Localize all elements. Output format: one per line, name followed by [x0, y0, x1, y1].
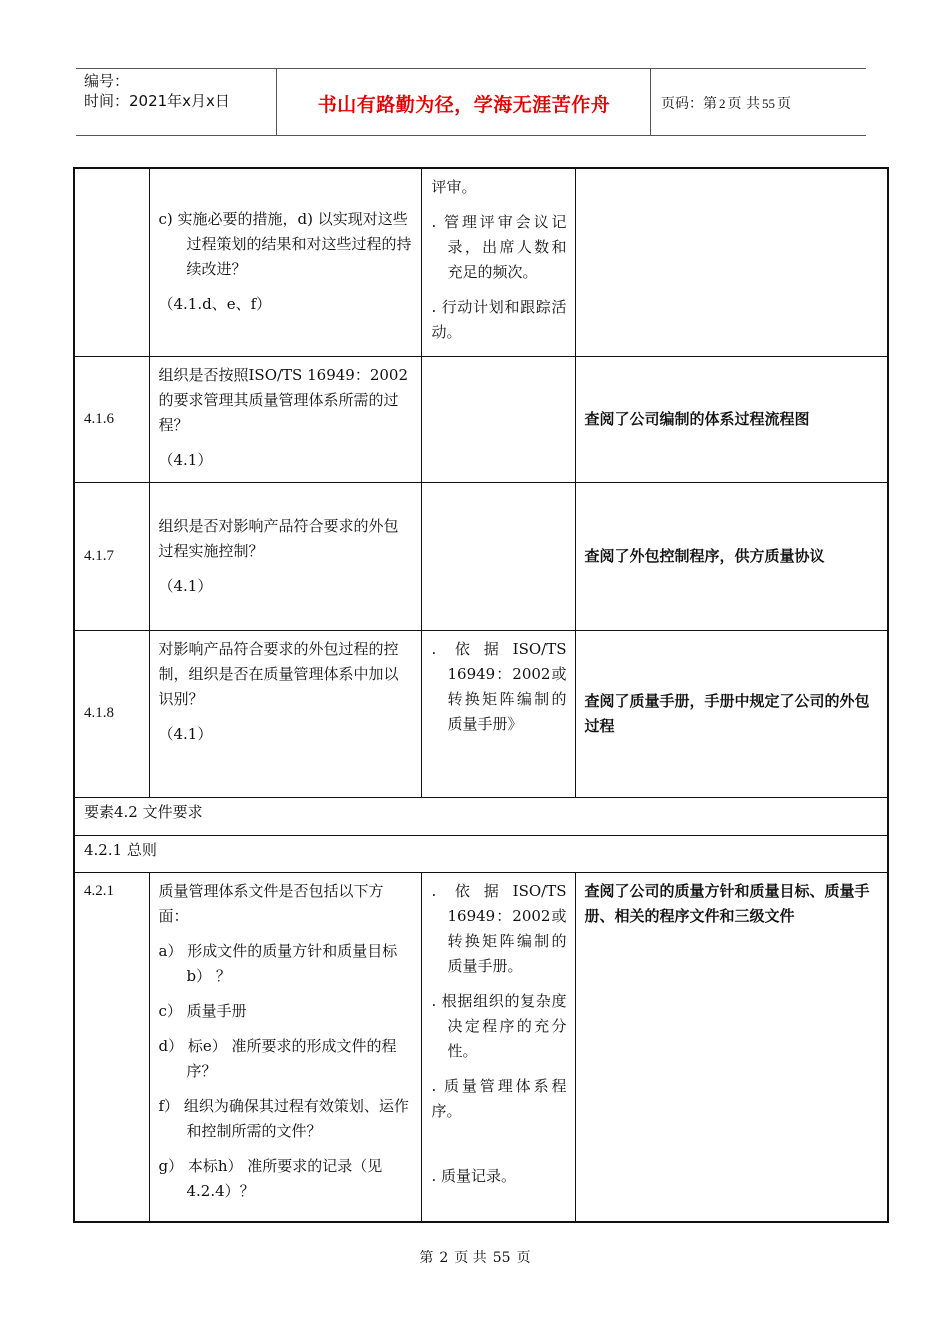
guidance-line: . 管理评审会议记录，出席人数和充足的频次。 — [431, 213, 567, 281]
question-ref: （4.1） — [158, 576, 213, 595]
question-ref: （4.1.d、e、f） — [158, 295, 272, 314]
finding-cell: 查阅了公司的质量方针和质量目标、质量手册、相关的程序文件和三级文件 — [575, 872, 888, 1222]
clause-id — [74, 168, 149, 356]
question-item: f） 组织为确保其过程有效策划、运作和控制所需的文件？ — [158, 1096, 409, 1140]
time-label: 时间：2021年x月x日 — [84, 92, 230, 110]
guidance-line: . 行动计划和跟踪活动。 — [431, 298, 567, 341]
question-cell — [149, 630, 421, 797]
guidance-line: . 依据ISO/TS 16949：2002或转换矩阵编制的质量手册》 — [431, 639, 567, 733]
footer-suffix: 页 — [516, 1250, 531, 1266]
guidance-cell — [421, 872, 575, 1222]
clause-id: 4.1.8 — [74, 630, 149, 797]
header-meta — [84, 71, 230, 111]
question-item: c) 实施必要的措施，d) 以实现对这些过程策划的结果和对这些过程的持续改进？ — [158, 210, 412, 279]
table-row — [74, 482, 888, 630]
question-ref: （4.1） — [158, 450, 213, 469]
finding-cell: 查阅了公司编制的体系过程流程图 — [575, 356, 888, 482]
question-cell — [149, 168, 421, 356]
header-motto: 书山有路勤为径，学海无涯苦作舟 — [317, 94, 611, 116]
page-prefix: 页码：第 — [661, 96, 717, 112]
finding-cell — [575, 168, 888, 356]
question-ref: （4.1） — [158, 724, 213, 743]
guidance-line: . 质量记录。 — [431, 1166, 517, 1185]
footer-prefix: 第 — [419, 1250, 434, 1266]
table-row — [74, 168, 888, 356]
section-heading: 4.2.1 总则 — [74, 835, 888, 872]
number-label: 编号： — [84, 72, 130, 90]
header-bottom-rule — [76, 135, 866, 136]
question-item: d） 标e） 准所要求的形成文件的程序？ — [158, 1036, 397, 1080]
page-mid: 页 共 — [727, 96, 760, 112]
section-row — [74, 835, 888, 872]
section-heading: 要素4.2 文件要求 — [74, 797, 888, 835]
question-item: c） 质量手册 — [158, 1001, 247, 1020]
table-row — [74, 356, 888, 482]
question-cell — [149, 872, 421, 1222]
page-footer — [0, 1247, 950, 1267]
clause-id: 4.2.1 — [74, 872, 149, 1222]
question-text: 对影响产品符合要求的外包过程的控制，组织是否在质量管理体系中加以识别？ — [158, 639, 399, 708]
header-divider — [276, 69, 277, 136]
guidance-line: 评审。 — [431, 178, 477, 196]
question-cell — [149, 356, 421, 482]
question-text: 质量管理体系文件是否包括以下方面： — [158, 881, 384, 925]
clause-id: 4.1.6 — [74, 356, 149, 482]
guidance-line: . 依据ISO/TS 16949：2002或转换矩阵编制的质量手册。 — [431, 881, 567, 975]
header-page-counter — [661, 93, 791, 113]
finding-cell: 查阅了外包控制程序，供方质量协议 — [575, 482, 888, 630]
finding-cell: 查阅了质量手册，手册中规定了公司的外包过程 — [575, 630, 888, 797]
footer-total: 55 — [492, 1250, 511, 1266]
page-current: 2 — [719, 96, 726, 111]
clause-id: 4.1.7 — [74, 482, 149, 630]
question-text: 组织是否对影响产品符合要求的外包过程实施控制？ — [158, 516, 399, 560]
guidance-line: . 质量管理体系程序。 — [431, 1076, 567, 1120]
page-total: 55 — [761, 96, 775, 111]
question-item: g） 本标h） 准所要求的记录（见4.2.4）？ — [158, 1156, 383, 1200]
question-cell — [149, 482, 421, 630]
guidance-cell — [421, 168, 575, 356]
guidance-cell — [421, 356, 575, 482]
page-suffix: 页 — [776, 96, 791, 112]
footer-current: 2 — [439, 1250, 449, 1266]
header-divider — [650, 69, 651, 136]
section-row — [74, 797, 888, 835]
audit-checklist-table — [73, 167, 889, 1223]
table-row — [74, 630, 888, 797]
guidance-cell — [421, 630, 575, 797]
table-row — [74, 872, 888, 1222]
question-item: a） 形成文件的质量方针和质量目标b） ？ — [158, 941, 398, 985]
question-text: 组织是否按照ISO/TS 16949：2002的要求管理其质量管理体系所需的过程？ — [158, 365, 408, 434]
footer-mid: 页 共 — [454, 1250, 487, 1266]
guidance-cell — [421, 482, 575, 630]
header-top-rule — [76, 68, 866, 69]
guidance-line: . 根据组织的复杂度决定程序的充分性。 — [431, 991, 567, 1060]
